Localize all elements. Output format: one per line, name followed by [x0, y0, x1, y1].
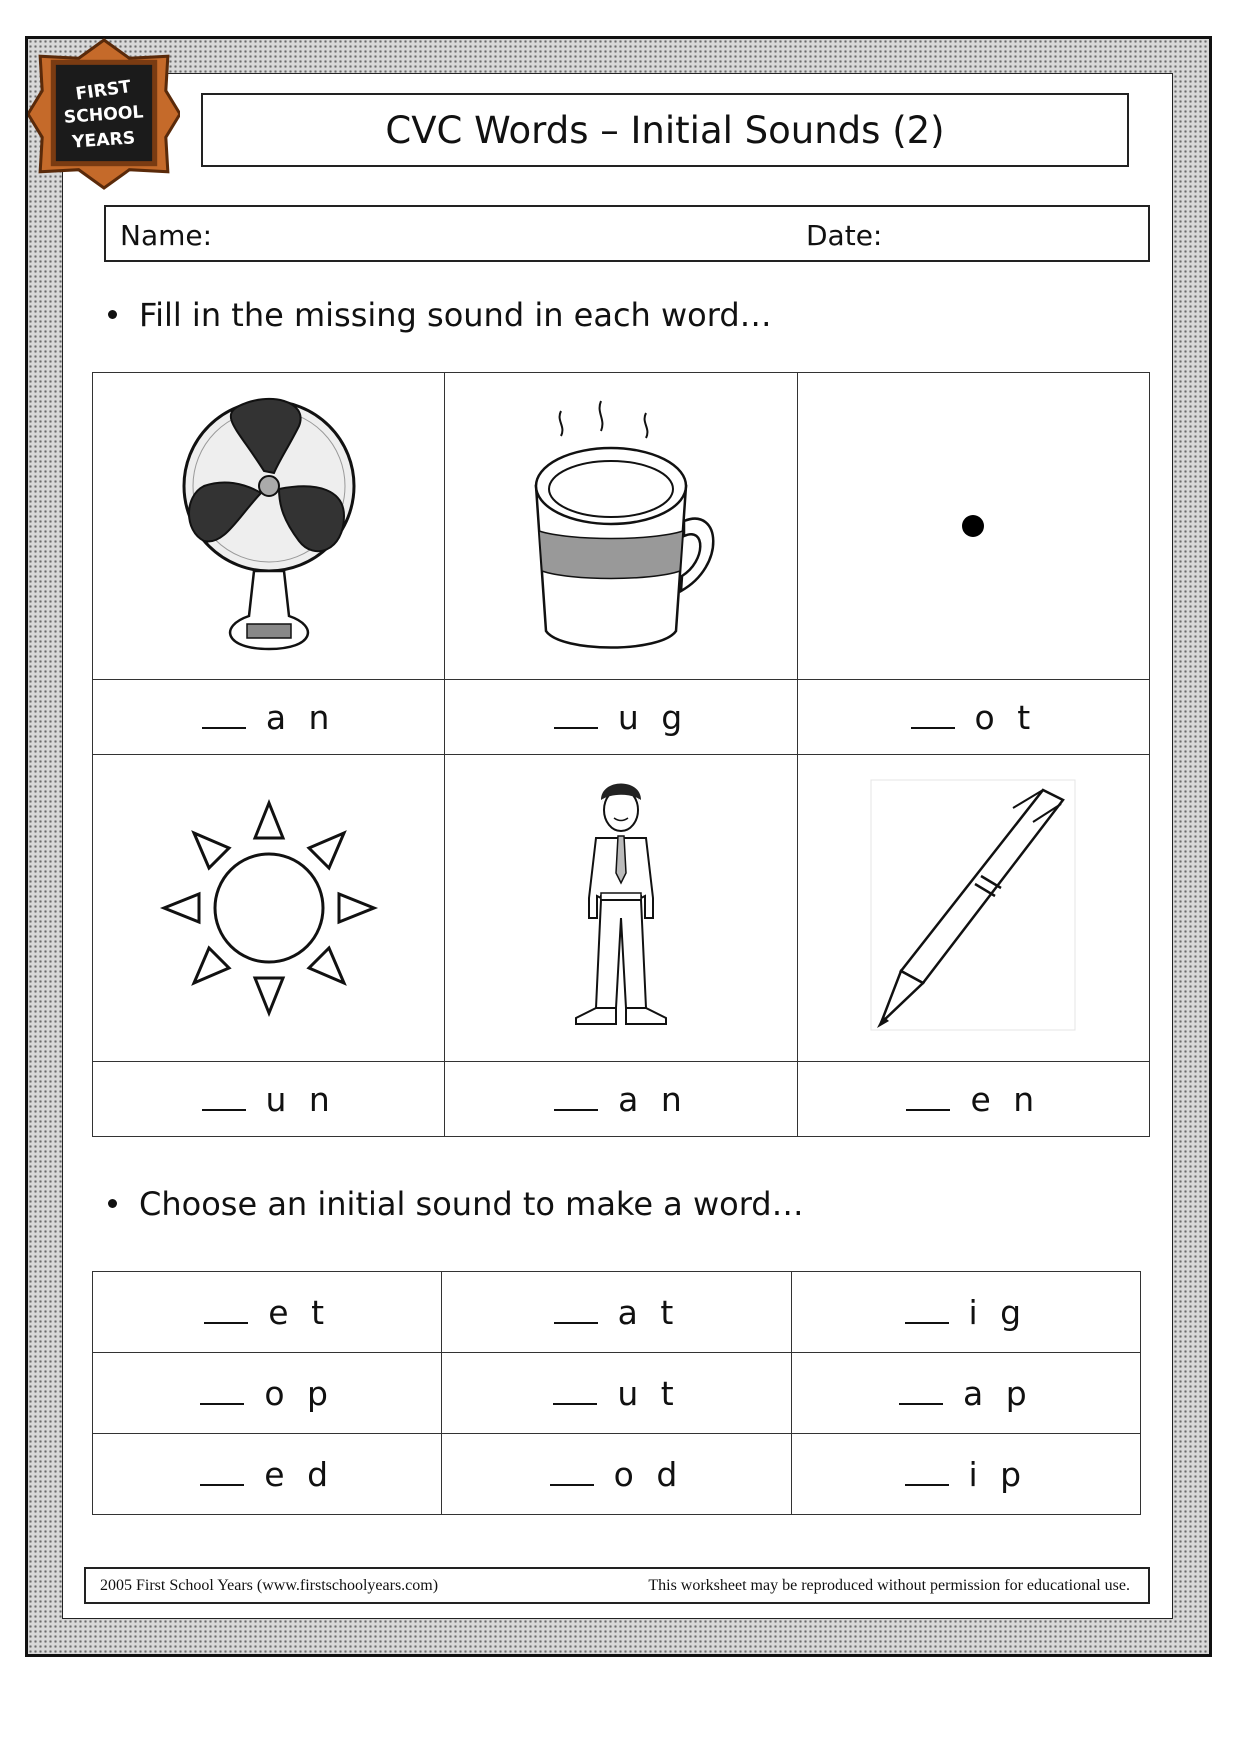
mug-icon [521, 391, 721, 661]
name-label: Name: [120, 219, 213, 252]
cvc-letters: u t [617, 1373, 680, 1413]
fan-icon [179, 391, 359, 661]
cvc-cell [93, 1434, 442, 1515]
cvc-letters: a p [962, 1373, 1033, 1413]
blank-line[interactable] [550, 1483, 594, 1486]
sun-icon [159, 798, 379, 1018]
man-icon [561, 778, 681, 1038]
instruction-1 [108, 296, 772, 334]
logo-line1: FIRST [74, 77, 133, 105]
blank-line[interactable] [905, 1483, 949, 1486]
word-letters: a n [618, 1079, 688, 1119]
blank-line[interactable] [906, 1108, 950, 1111]
worksheet-title [201, 93, 1129, 167]
word-letters: o t [974, 697, 1037, 737]
cvc-letters: i g [968, 1292, 1028, 1332]
cvc-letters: e t [268, 1292, 331, 1332]
blank-line[interactable] [899, 1402, 943, 1405]
blank-line[interactable] [200, 1483, 244, 1486]
blank-line[interactable] [200, 1402, 244, 1405]
cvc-letters: i p [968, 1454, 1028, 1494]
word-letters: a n [265, 697, 336, 737]
name-date-box [104, 205, 1150, 262]
footer [84, 1567, 1150, 1604]
picture-cell [445, 373, 797, 680]
blank-line[interactable] [202, 726, 246, 729]
cvc-cell [93, 1353, 442, 1434]
bullet-icon [108, 1199, 117, 1208]
blank-line[interactable] [553, 1402, 597, 1405]
instruction-1-text: Fill in the missing sound in each word… [139, 296, 772, 334]
cvc-letters: o d [613, 1454, 684, 1494]
cvc-cell [442, 1272, 791, 1353]
instruction-2-text: Choose an initial sound to make a word… [139, 1185, 804, 1223]
footer-copyright: 2005 First School Years (www.firstschoolyears.com) [100, 1577, 439, 1594]
picture-table [92, 372, 1150, 1137]
cvc-cell [791, 1434, 1140, 1515]
cvc-letters: a t [617, 1292, 680, 1332]
footer-permission: This worksheet may be reproduced without permission for educational use. [648, 1577, 1130, 1594]
blank-line[interactable] [204, 1321, 248, 1324]
word-cell [93, 1062, 445, 1137]
blank-line[interactable] [202, 1108, 246, 1111]
logo-line2: SCHOOL [63, 102, 145, 128]
title-text: CVC Words – Initial Sounds (2) [385, 108, 945, 152]
cvc-cell [442, 1353, 791, 1434]
picture-cell [445, 755, 797, 1062]
blank-line[interactable] [911, 726, 955, 729]
cvc-cell [791, 1353, 1140, 1434]
word-letters: e n [970, 1079, 1041, 1119]
word-cell [93, 680, 445, 755]
logo-line3: YEARS [71, 128, 136, 153]
blank-line[interactable] [905, 1321, 949, 1324]
word-cell [445, 680, 797, 755]
word-letters: u g [617, 697, 689, 737]
picture-cell [797, 755, 1149, 1062]
picture-cell [797, 373, 1149, 680]
picture-cell [93, 755, 445, 1062]
first-school-years-logo [28, 38, 180, 190]
cvc-letters: e d [264, 1454, 335, 1494]
bullet-icon [108, 310, 117, 319]
cvc-cell [442, 1434, 791, 1515]
dot-icon [953, 506, 993, 546]
blank-line[interactable] [554, 726, 598, 729]
cvc-cell [791, 1272, 1140, 1353]
picture-cell [93, 373, 445, 680]
blank-line[interactable] [554, 1321, 598, 1324]
cvc-cell [93, 1272, 442, 1353]
word-cell [797, 1062, 1149, 1137]
blank-line[interactable] [554, 1108, 598, 1111]
cvc-table [92, 1271, 1141, 1515]
date-label: Date: [806, 219, 883, 252]
word-letters: u n [265, 1079, 336, 1119]
instruction-2 [108, 1185, 804, 1223]
cvc-letters: o p [264, 1373, 334, 1413]
word-cell [445, 1062, 797, 1137]
pen-icon [863, 778, 1083, 1038]
word-cell [797, 680, 1149, 755]
